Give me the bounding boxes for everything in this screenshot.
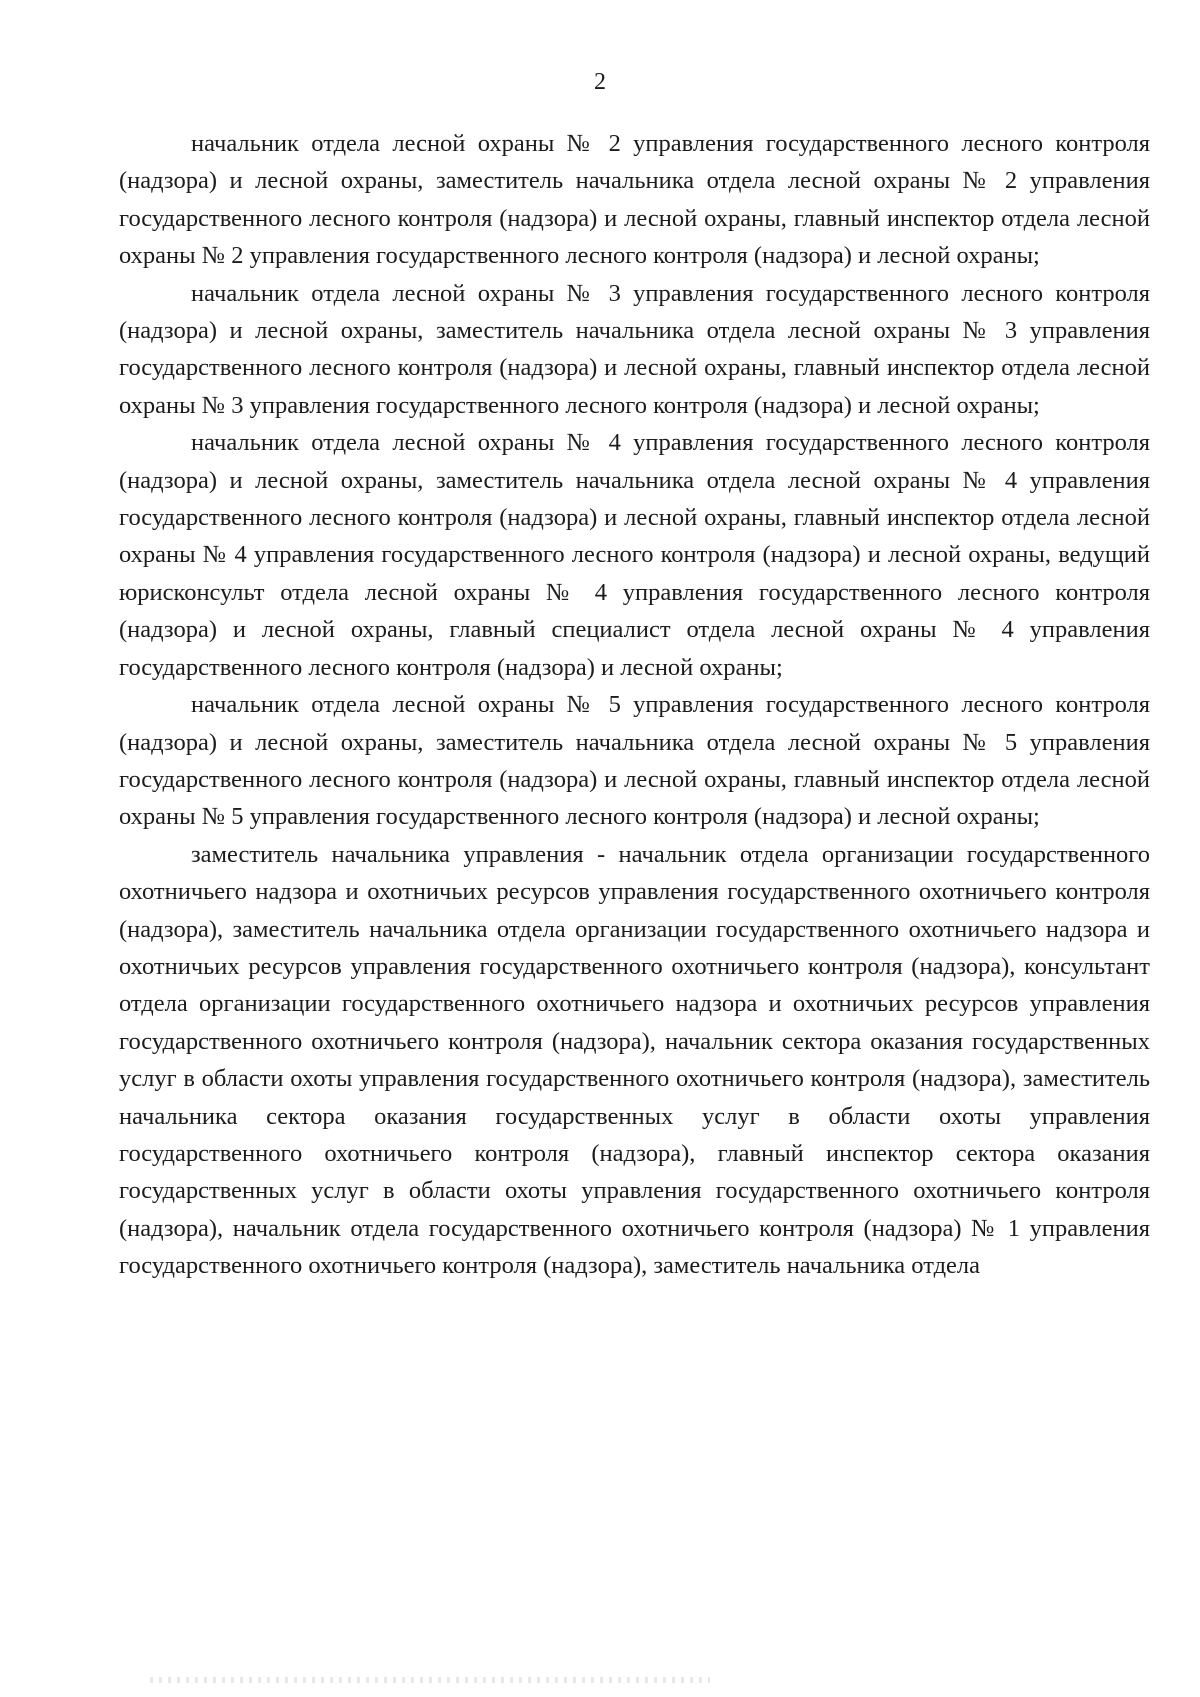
paragraph-forest-dept-3: начальник отдела лесной охраны № 3 управления государственного лесного контроля (надзора) и лесной охраны, заместитель начальника отдела лесной охраны № 3 управления государственного лесного контроля (надзора) и лесной охраны, главный инспектор отдела лесной охраны № 3 управления государственного лесного контроля (надзора) и лесной охраны; — [119, 279, 1150, 419]
paragraph-forest-dept-2: начальник отдела лесной охраны № 2 управления государственного лесного контроля (надзора) и лесной охраны, заместитель начальника отдела лесной охраны № 2 управления государственного лесного контроля (надзора) и лесной охраны, главный инспектор отдела лесной охраны № 2 управления государственного лесного контроля (надзора) и лесной охраны; — [119, 130, 1150, 270]
scan-artifact — [150, 1677, 710, 1683]
paragraph-forest-dept-4: начальник отдела лесной охраны № 4 управления государственного лесного контроля (надзора) и лесной охраны, заместитель начальника отдела лесной охраны № 4 управления государственного лесного контроля (надзора) и лесной охраны, главный инспектор отдела лесной охраны № 4 управления государственного лесного контроля (надзора) и лесной охраны, ведущий юрисконсульт отдела лесной охраны № 4 управления государственного лесного контроля (надзора) и лесной охраны, главный специалист отдела лесной охраны № 4 управления государственного лесного контроля (надзора) и лесной охраны; — [119, 429, 1150, 681]
document-body — [119, 125, 1150, 1285]
page-number: 2 — [594, 69, 606, 95]
paragraph-forest-dept-5: начальник отдела лесной охраны № 5 управления государственного лесного контроля (надзора) и лесной охраны, заместитель начальника отдела лесной охраны № 5 управления государственного лесного контроля (надзора) и лесной охраны, главный инспектор отдела лесной охраны № 5 управления государственного лесного контроля (надзора) и лесной охраны; — [119, 691, 1150, 831]
paragraph-hunting-control: заместитель начальника управления - начальник отдела организации государственного охотничьего надзора и охотничьих ресурсов управления государственного охотничьего контроля (надзора), заместитель начальника отдела организации государственного охотничьего надзора и охотничьих ресурсов управления государственного охотничьего контроля (надзора), консультант отдела организации государственного охотничьего надзора и охотничьих ресурсов управления государственного охотничьего контроля (надзора), начальник сектора оказания государственных услуг в области охоты управления государственного охотничьего контроля (надзора), заместитель начальника сектора оказания государственных услуг в области охоты управления государственного охотничьего контроля (надзора), главный инспектор сектора оказания государственных услуг в области охоты управления государственного охотничьего контроля (надзора), начальник отдела государственного охотничьего контроля (надзора) № 1 управления государственного охотничьего контроля (надзора), заместитель начальника отдела — [119, 840, 1150, 1280]
